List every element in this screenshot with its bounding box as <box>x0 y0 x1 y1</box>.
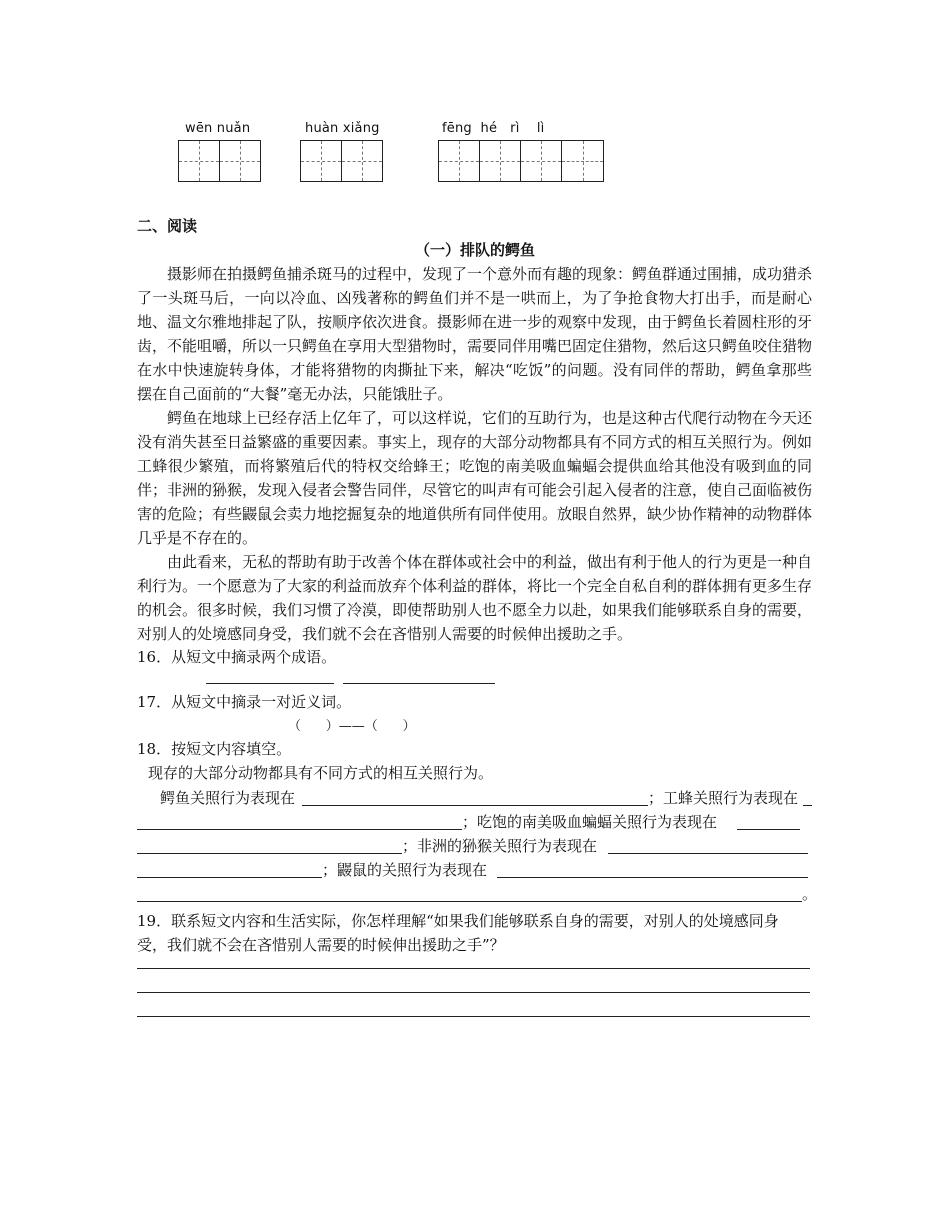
q18-bat-blank-start[interactable] <box>737 829 800 830</box>
q18-bee-blank[interactable] <box>137 829 462 830</box>
pinyin-label-3: fēng hé rì lì <box>442 121 545 136</box>
answer-blank-16b[interactable] <box>343 683 495 684</box>
grid-cell[interactable] <box>342 141 383 181</box>
grid-cell[interactable] <box>179 141 220 181</box>
q18-crocodile-label: 鳄鱼关照行为表现在 <box>160 789 296 807</box>
answer-line-19c[interactable] <box>137 1016 810 1017</box>
grid-cell[interactable] <box>521 141 562 181</box>
answer-line-19b[interactable] <box>137 992 810 993</box>
grid-cell[interactable] <box>480 141 521 181</box>
pinyin-label-2: huàn xiǎng <box>305 121 380 136</box>
q18-monkey-label: ；非洲的狲猴关照行为表现在 <box>402 837 598 855</box>
writing-grid-3[interactable] <box>438 140 604 182</box>
question-16: 16．从短文中摘录两个成语。 <box>137 648 337 666</box>
question-18-intro: 现存的大部分动物都具有不同方式的相互关照行为。 <box>148 764 494 782</box>
question-19-line1: 19．联系短文内容和生活实际，你怎样理解“如果我们能够联系自身的需要，对别人的处境感同身 <box>137 912 779 930</box>
pinyin-label-1: wēn nuǎn <box>185 121 251 136</box>
q18-end-mark: 。 <box>802 885 818 903</box>
q18-crocodile-blank[interactable] <box>302 805 648 806</box>
question-18: 18．按短文内容填空。 <box>137 740 292 758</box>
q18-monkey-blank-start[interactable] <box>608 853 808 854</box>
section-title: 二、阅读 <box>137 217 198 235</box>
q18-mole-blank[interactable] <box>137 901 802 902</box>
q18-mole-label: ；鼹鼠的关照行为表现在 <box>322 861 488 879</box>
paragraph-1: 摄影师在拍摄鳄鱼捕杀斑马的过程中，发现了一个意外而有趣的现象：鳄鱼群通过围捕，成功猎杀了一头斑马后，一向以冷血、凶残著称的鳄鱼们并不是一哄而上，为了争抢食物大打出手，而是耐心地、温文尔雅地排起了队，按顺序依次进食。摄影师在进一步的观察中发现，由于鳄鱼长着圆柱形的牙齿，不能咀嚼，所以一只鳄鱼在享用大型猎物时，需要同伴用嘴巴固定住猎物，然后这只鳄鱼咬住猎物在水中快速旋转身体，才能将猎物的肉撕扯下来，解决“吃饭”的问题。没有同伴的帮助，鳄鱼拿那些摆在自己面前的“大餐”毫无办法，只能饿肚子。 <box>137 265 813 403</box>
q18-bat-blank[interactable] <box>137 853 402 854</box>
q18-bee-blank-start[interactable] <box>803 805 812 806</box>
paragraph-3: 由此看来，无私的帮助有助于改善个体在群体或社会中的利益，做出有利于他人的行为更是一种自利行为。一个愿意为了大家的利益而放弃个体利益的群体，将比一个完全自私自利的群体拥有更多生存的机会。很多时候，我们习惯了冷漠，即使帮助别人也不愿全力以赴，如果我们能够联系自身的需要，对别人的处境感同身受，我们就不会在吝惜别人需要的时候伸出援助之手。 <box>137 553 813 643</box>
writing-grid-2[interactable] <box>300 140 383 182</box>
grid-cell[interactable] <box>301 141 342 181</box>
grid-cell[interactable] <box>220 141 261 181</box>
grid-cell[interactable] <box>562 141 603 181</box>
q18-bee-label: ；工蜂关照行为表现在 <box>648 789 799 807</box>
q18-mole-blank-start[interactable] <box>497 877 808 878</box>
writing-grid-1[interactable] <box>178 140 261 182</box>
answer-blank-16a[interactable] <box>206 683 334 684</box>
answer-line-19a[interactable] <box>137 968 810 969</box>
question-17: 17．从短文中摘录一对近义词。 <box>137 693 352 711</box>
grid-cell[interactable] <box>439 141 480 181</box>
q18-bat-label: ；吃饱的南美吸血蝙蝠关照行为表现在 <box>462 813 718 831</box>
article-title: （一）排队的鳄鱼 <box>414 241 535 259</box>
q18-monkey-blank[interactable] <box>137 877 322 878</box>
paragraph-2: 鳄鱼在地球上已经存活上亿年了，可以这样说，它们的互助行为，也是这种古代爬行动物在今天还没有消失甚至日益繁盛的重要因素。事实上，现存的大部分动物都具有不同方式的相互关照行为。例如工蜂很少繁殖，而将繁殖后代的特权交给蜂王；吃饱的南美吸血蝙蝠会提供血给其他没有吸到血的同伴；非洲的狲猴，发现入侵者会警告同伴，尽管它的叫声有可能会引起入侵者的注意，使自己面临被伤害的危险；有些鼹鼠会卖力地挖掘复杂的地道供所有同伴使用。放眼自然界，缺少协作精神的动物群体几乎是不存在的。 <box>137 409 813 547</box>
synonym-blank[interactable]: （ ）——（ ） <box>288 719 416 734</box>
question-19-line2: 受，我们就不会在吝惜别人需要的时候伸出援助之手”？ <box>137 936 505 954</box>
